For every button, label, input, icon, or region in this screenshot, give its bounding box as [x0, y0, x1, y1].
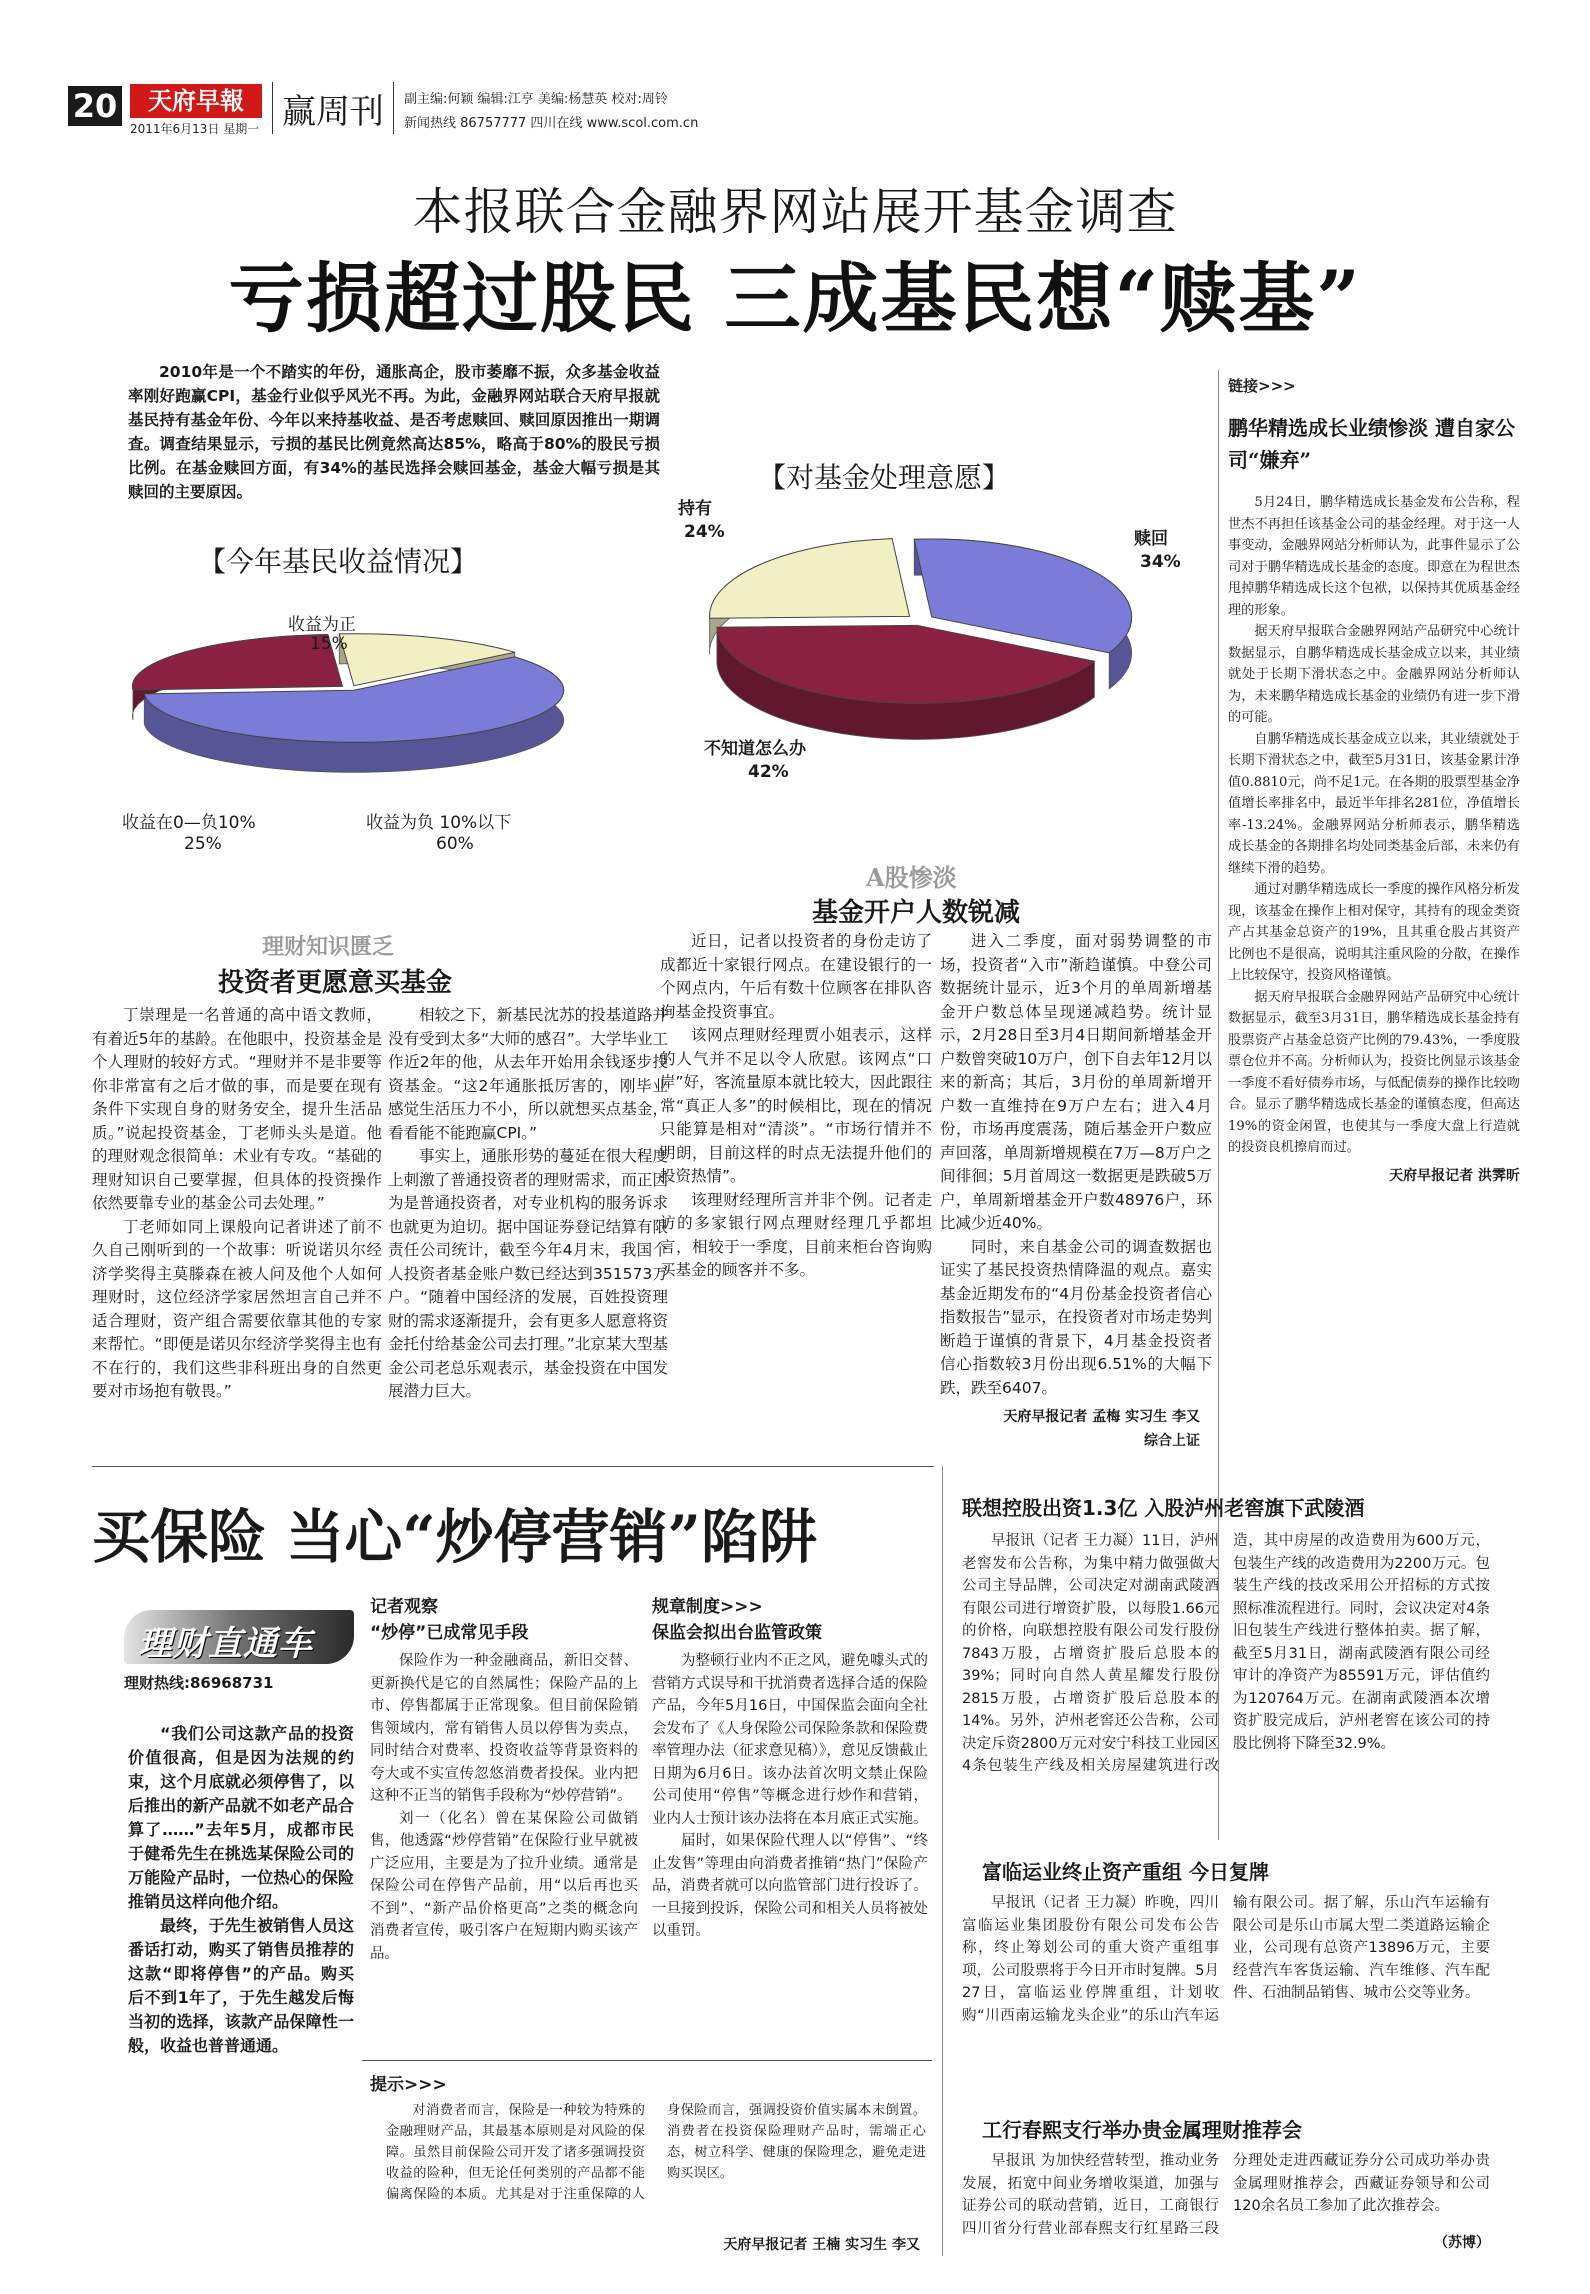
chart-intent-label-hold: 持有 — [678, 499, 712, 519]
observe-para: 刘一（化名）曾在某保险公司做销售，他透露“炒停营销”在保险行业早就被广泛应用，主要是为了拉升业绩。通常是保险公司在停售产品前，用“以后再也买不到”、“新产品价格更高”之类的概念向消费者宣传，吸引客户在短期内购买该产品。 — [370, 1810, 638, 1962]
observe-label: 记者观察 — [370, 1597, 438, 1617]
ashare-headline: 基金开户人数锐减 — [812, 898, 1021, 928]
lead-intro-text: 2010年是一个不踏实的年份，通胀高企，股市萎靡不振，众多基金收益率刚好跑赢CPI，基金行业似乎风光不再。为此，金融界网站联合天府早报就基民持有基金年份、今年以来持基收益、是否考虑赎回、赎回原因推出一期调查。调查结果显示，亏损的基民比例竟然高达85%，略高于80%的股民亏损比例。在基金赎回方面，有34%的基民选择会赎回基金，基金大幅亏损是其赎回的主要原因。 — [128, 363, 660, 501]
insurance-intro-para: “我们公司这款产品的投资价值很高，但是因为法规的约束，这个月底就必须停售了，以后推出的新产品就不如老产品合算了……”去年5月，成都市民于健希先生在挑选某保险公司的万能险产品时，一位热心的保险推销员这样向他介绍。 — [128, 1724, 354, 1911]
ashare-byline: 天府早报记者 孟梅 实习生 李又 — [1003, 1409, 1200, 1425]
chart-income-value-neg: 60% — [436, 834, 474, 854]
tip-body — [386, 2100, 926, 2228]
chart-intent-label-redeem: 赎回 — [1134, 529, 1168, 549]
pie-slice-2 — [710, 539, 910, 619]
insurance-logo — [118, 1610, 356, 1696]
sidebar-link-para: 据天府早报联合金融界网站产品研究中心统计数据显示，自鹏华精选成长基金成立以来，其业绩就处于长期下滑状态之中。金融界网站分析师认为，未来鹏华精选成长基金的业绩仍有进一步下滑的可能。 — [1228, 624, 1520, 725]
knowledge-para: 事实上，通胀形势的蔓延在很大程度上刺激了普通投资者的理财需求，而正因为是普通投资者，对专业机构的服务诉求也就更为迫切。据中国证券登记结算有限责任公司统计，截至今年4月末，我国个人投资者基金账户数已经达到351573万户。“随着中国经济的发展，百姓投资理财的需求逐渐提升，会有更多人愿意将资金托付给基金公司去打理。”北京某大型基金公司老总乐观表示，基金投资在中国发展潜力巨大。 — [388, 1147, 668, 1400]
sidebar-link-headline: 鹏华精选成长业绩惨淡 遭自家公司“嫌弃” — [1228, 416, 1515, 472]
masthead — [68, 78, 1508, 140]
ashare-para: 同时，来自基金公司的调查数据也证实了基民投资热情降温的观点。嘉实基金近期发布的“4月份基金投资者信心指数报告”显示，在投资者对市场走势判断趋于谨慎的背景下，4月基金投资者信心指数较3月份出现6.51%的大幅下跌，跌至6407。 — [940, 1237, 1212, 1397]
chart-income-value-positive: 15% — [310, 634, 348, 654]
rules-body — [652, 1650, 928, 2050]
knowledge-col-1 — [92, 1004, 382, 1444]
insurance-intro-para: 最终，于先生被销售人员这番话打动，购买了销售员推荐的这款“即将停售”的产品。购买后不到1年了，于先生越发后悔当初的选择，该款产品保障性一般，收益也普普通通。 — [128, 1916, 354, 2055]
knowledge-para: 丁老师如同上课般向记者讲述了前不久自己刚听到的一个故事：听说诺贝尔经济学奖得主莫滕森在被人问及他个人如何理财时，这位经济学家居然坦言自己并不适合理财，资产组合需要依靠其他的专家来帮忙。“即便是诺贝尔经济学奖得主也有不在行的，我们这些非科班出身的自然更要对市场抱有敬畏。” — [92, 1217, 382, 1400]
hotline-line: 新闻热线 86757777 四川在线 www.scol.com.cn — [404, 116, 699, 131]
brief-3-headline: 工行春熙支行举办贵金属理财推荐会 — [982, 2118, 1302, 2142]
knowledge-para: 相较之下，新基民沈苏的投基道路并没有受到太多“大师的感召”。大学毕业工作近2年的他，从去年开始用余钱逐步投资基金。“这2年通胀抵厉害的，刚毕业感觉生活压力不小，所以就想买点基金，看看能不能跑赢CPI。” — [388, 1006, 668, 1142]
knowledge-headline: 投资者更愿意买基金 — [218, 968, 453, 998]
page-number: 20 — [68, 86, 122, 126]
chart-intent-label-unsure: 不知道怎么办 — [704, 739, 806, 759]
brief-1-headline: 联想控股出资1.3亿 入股泸州老窖旗下武陵酒 — [962, 1496, 1365, 1520]
lead-kicker: 本报联合金融界网站展开基金调查 — [412, 183, 1178, 241]
lead-intro — [128, 360, 660, 508]
ashare-para: 该网点理财经理贾小姐表示，这样的人气并不足以令人欣慰。该网点“口岸”好，客流量原本就比较大，因此跟往常“真正人多”的时候相比，现在的情况只能算是相对“清淡”。“市场行情并不明朗，目前这样的时点无法提升他们的投资热情”。 — [660, 1026, 932, 1185]
observe-title: “炒停”已成常见手段 — [370, 1623, 529, 1643]
brief-2-body — [962, 1892, 1490, 2092]
ashare-col-1 — [660, 930, 932, 1406]
rules-para: 为整顿行业内不正之风，避免噱头式的营销方式误导和干扰消费者选择合适的保险产品，今年5月16日，中国保监会面向全社会发布了《人身保险公司保险条款和保险费率管理办法（征求意见稿）》，意见反馈截止日期为6月6日。该办法首次明文禁止保险公司使用“停售”等概念进行炒作和营销，业内人士预计该办法将在本月底正式实施。 — [652, 1653, 928, 1827]
insurance-intro — [128, 1722, 354, 2252]
chart-intent-value-hold: 24% — [684, 522, 725, 542]
date-line: 2011年6月13日 星期一 — [130, 122, 260, 136]
ashare-col-2 — [940, 930, 1212, 1400]
section-title: 赢周刊 — [282, 92, 384, 132]
brief-1-text: 早报讯（记者 王力凝）11日，泸州老窖发布公告称，为集中精力做强做大公司主导品牌，公司决定对湖南武陵酒有限公司进行增资扩股，以每股1.66元的价格，向联想控股有限公司发行股份7843万股，占增资扩股后总股本的39%；同时向自然人黄星耀发行股份2815万股，占增资扩股后总股本的14%。另外，泸州老窖还公告称，公司决定斥资2800万元对安宁科技工业园区4条包装生产线及相关房屋建筑进行改造，其中房屋的改造费用为600万元，包装生产线的改造费用为2200万元。包装生产线的技改采用公开招标的方式按照标准流程进行。同时，会议决定对4条旧包装生产线进行整体拍卖。据了解，截至5月31日，湖南武陵酒有限公司经审计的净资产为85591万元，评估值约为120764万元。在湖南武陵酒本次增资扩股完成后，泸州老窖在该公司的持股比例将下降至32.9%。 — [962, 1533, 1490, 1774]
paper-name-logo: 天府早報 — [130, 84, 262, 118]
chart-income-label-mid: 收益在0—负10% — [122, 813, 256, 833]
insurance-byline: 天府早报记者 王楠 实习生 李又 — [723, 2237, 920, 2253]
chart-intent-value-unsure: 42% — [748, 762, 789, 782]
observe-body — [370, 1650, 638, 2050]
brief-2-text: 早报讯（记者 王力凝）昨晚，四川富临运业集团股份有限公司发布公告称，终止筹划公司的重大资产重组事项，公司股票将于今日开市时复牌。5月27日，富临运业停牌重组，计划收购“川西南运输龙头企业”的乐山汽车运输有限公司。据了解，乐山汽车运输有限公司是乐山市属大型二类道路运输企业，公司现有总资产13896万元，主要经营汽车客货运输、汽车维修、汽车配件、石油制品销售、城市公交等业务。 — [962, 1895, 1490, 2024]
chart-income-title: 【今年基民收益情况】 — [198, 545, 479, 578]
chart-income — [110, 540, 670, 890]
sidebar-link-label: 链接>>> — [1228, 377, 1296, 395]
brief-3-byline: （苏博） — [1434, 2235, 1490, 2251]
sidebar-link-body — [1228, 492, 1520, 1159]
observe-para: 保险作为一种金融商品，新旧交替、更新换代是它的自然属性；保险产品的上市、停售都属于正常现象。但目前保险销售领域内，常有销售人员以停售为卖点，同时结合对费率、投资收益等背景资料的夸大或不实宣传忽悠消费者投保。业内把这种不正当的销售手段称为“炒停营销”。 — [370, 1653, 638, 1804]
editors-line: 副主编:何颖 编辑:江亨 美编:杨慧英 校对:周铃 — [404, 92, 668, 107]
brief-2-headline: 富临运业终止资产重组 今日复牌 — [982, 1860, 1269, 1884]
rules-para: 届时，如果保险代理人以“停售”、“终止发售”等理由向消费者推销“热门”保险产品，消费者就可以向监管部门进行投诉了。一旦接到投诉，保险公司和相关人员将被处以重罚。 — [652, 1833, 928, 1939]
sidebar-link-para: 自鹏华精选成长基金成立以来，其业绩就处于长期下滑状态之中，截至5月31日，该基金累计净值0.8810元，尚不足1元。在各期的股票型基金净值增长率排名中，最近半年排名281位，净值增长率-13.24%。金融界网站分析师表示，鹏华精选成长基金的各期排名均处同类基金后部，未来仍有继续下滑的趋势。 — [1228, 731, 1520, 876]
tip-label: 提示>>> — [370, 2075, 447, 2095]
sidebar-link-byline: 天府早报记者 洪霁昕 — [1389, 1167, 1520, 1184]
brief-1-body — [962, 1530, 1490, 1830]
knowledge-col-2 — [388, 1004, 668, 1444]
rules-label: 规章制度>>> — [652, 1597, 763, 1617]
knowledge-para: 丁崇理是一名普通的高中语文教师，有着近5年的基龄。在他眼中，投资基金是个人理财的较好方式。“理财并不是非要等你非常富有之后才做的事，而是要在现有条件下实现自身的财务安全，提升生活品质。”说起投资基金，丁老师头头是道。他的理财观念很简单：术业有专攻。“基础的理财知识自己要掌握，但具体的投资操作依然要靠专业的基金公司去处理。” — [92, 1006, 382, 1212]
lead-headline: 亏损超过股民 三成基民想“赎基” — [228, 254, 1362, 343]
sidebar-link-para: 5月24日，鹏华精选成长基金发布公告称，程世杰不再担任该基金公司的基金经理。对于这一人事变动，金融界网站分析师认为，此事件显示了公司对于鹏华精选成长基金的态度。即意在为程世杰甩掉鹏华精选成长这个包袱，以保持其优质基金经理的形象。 — [1228, 495, 1520, 618]
knowledge-label: 理财知识匮乏 — [262, 934, 395, 960]
ashare-para: 近日，记者以投资者的身份走访了成都近十家银行网点。在建设银行的一个网点内，午后有数十位顾客在排队咨询基金投资事宜。 — [660, 932, 932, 1021]
sidebar-link-para: 据天府早报联合金融界网站产品研究中心统计数据显示，截至3月31日，鹏华精选成长基金持有股票资产占基金总资产比例的79.43%，一季度股票仓位并不高。分析师认为，投资比例显示该基金一季度不看好债券市场，与低配债券的操作比较吻合。显示了鹏华精选成长基金的谨慎态度，但高达19%的资金闲置，也使其与一季度大盘上行造就的投资良机擦肩而过。 — [1228, 989, 1520, 1155]
logo-text: 理财直通车 — [138, 1624, 313, 1664]
chart-income-value-mid: 25% — [184, 834, 222, 854]
chart-intent-title: 【对基金处理意愿】 — [758, 461, 1011, 494]
rules-title: 保监会拟出台监管政策 — [652, 1623, 822, 1643]
tip-text: 对消费者而言，保险是一种较为特殊的金融理财产品，其最基本原则是对风险的保障。虽然目前保险公司开发了诸多强调投资收益的险种，但无论任何类别的产品都不能偏离保险的本质。尤其是对于注重保障的人身保险而言，强调投资价值实属本末倒置。消费者在投资保险理财产品时，需端正心态，树立科学、健康的保险理念，避免走进购买误区。 — [386, 2103, 926, 2202]
logo-hotline: 理财热线:86968731 — [124, 1674, 274, 1692]
ashare-para: 该理财经理所言并非个例。记者走访的多家银行网点理财经理几乎都坦言，相较于一季度，目前来柜台咨询购买基金的顾客并不多。 — [660, 1190, 932, 1279]
insurance-headline: 买保险 当心“炒停营销”陷阱 — [92, 1503, 817, 1571]
chart-income-label-positive: 收益为正 — [288, 615, 356, 635]
chart-income-pie — [110, 610, 670, 790]
chart-income-label-neg: 收益为负 10%以下 — [366, 813, 512, 833]
sidebar-link-para: 通过对鹏华精选成长一季度的操作风格分析发现，该基金在操作上相对保守，其持有的现金类资产占其基金总资产的19%，且其重仓股占其资产比例也不是很高，说明其注重风险的分散，在操作上比较保守，投资风格谨慎。 — [1228, 882, 1520, 983]
chart-intent-value-redeem: 34% — [1140, 552, 1181, 572]
ashare-para: 进入二季度，面对弱势调整的市场，投资者“入市”渐趋谨慎。中登公司数据统计显示，近3个月的单周新增基金开户数总体呈现递减趋势。统计显示，2月28日至3月4日期间新增基金开户数曾突破10万户，创下自去年12月以来的新高；其后，3月份的单周新增开户数一直维持在9万户左右；进入4月份，市场再度震荡，随后基金开户数应声回落，单周新增规模在7万—8万户之间徘徊；5月首周这一数据更是跌破5万户，单周新增基金开户数48976户，环比减少近40%。 — [940, 932, 1212, 1232]
ashare-label: A股惨淡 — [866, 863, 957, 892]
brief-3-text: 早报讯 为加快经营转型，推动业务发展，拓宽中间业务增收渠道，加强与证券公司的联动营销，近日，工商银行四川省分行营业部春熙支行红星路三段分理处走进西藏证券分公司成功举办贵金属理财推荐会，西藏证券领导和公司120余名员工参加了此次推荐会。 — [962, 2153, 1490, 2237]
ashare-byline-source: 综合上证 — [1144, 1433, 1200, 1449]
chart-intent — [660, 440, 1220, 820]
